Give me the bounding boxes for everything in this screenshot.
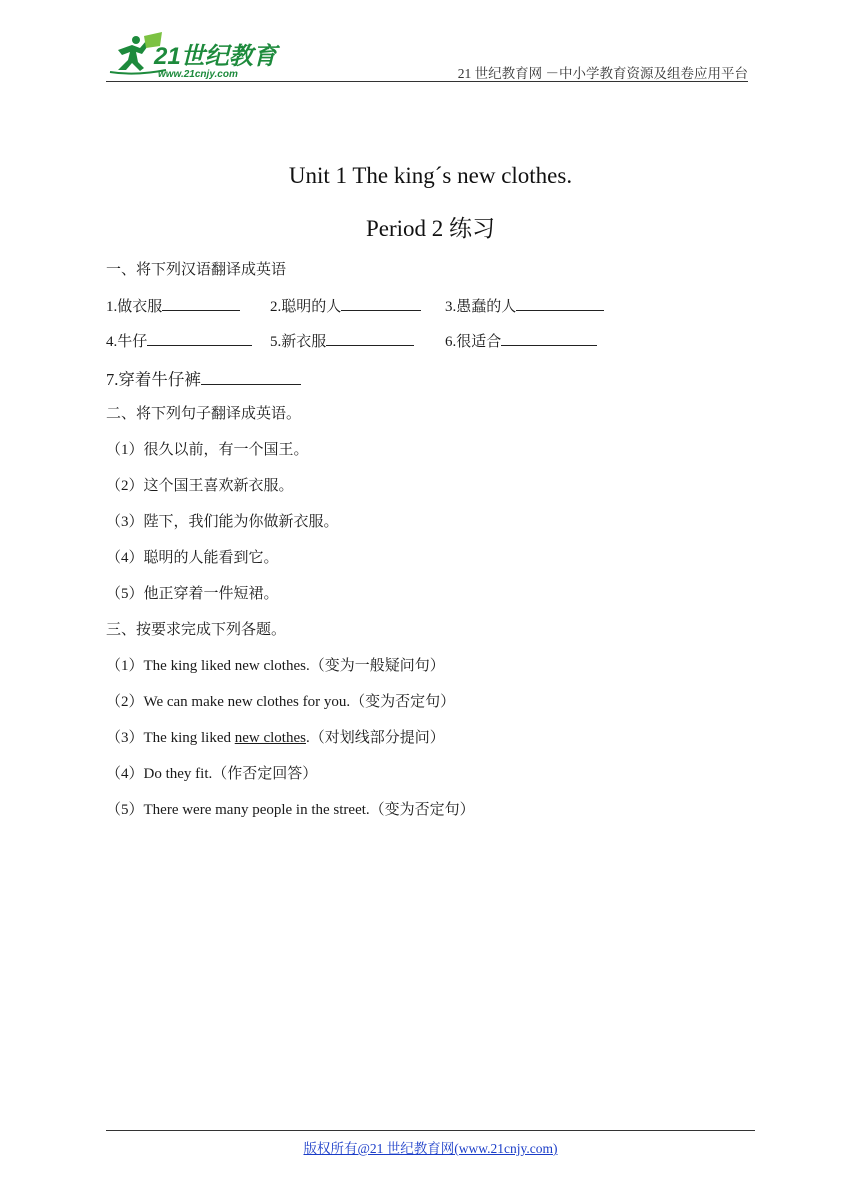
logo-text: 21世纪教育 bbox=[154, 43, 277, 70]
section3-heading: 三、按要求完成下列各题。 bbox=[106, 622, 287, 638]
vocab-item-4: 4.牛仔 bbox=[106, 330, 252, 351]
answer-blank[interactable] bbox=[326, 330, 414, 346]
vocab-item-1: 1.做衣服 bbox=[106, 295, 240, 316]
translate-item-5: （5）他正穿着一件短裙。 bbox=[106, 586, 279, 602]
logo-21cnjy bbox=[106, 32, 286, 80]
vocab-item-2: 2.聪明的人 bbox=[270, 295, 421, 316]
footer-copyright-link[interactable]: 版权所有@21 世纪教育网(www.21cnjy.com) bbox=[303, 1141, 558, 1156]
exercise-item-1: （1）The king liked new clothes.（变为一般疑问句） bbox=[106, 658, 445, 674]
vocab-item-5: 5.新衣服 bbox=[270, 330, 414, 351]
section1-heading: 一、将下列汉语翻译成英语 bbox=[106, 262, 287, 278]
page-header bbox=[106, 32, 748, 84]
translate-item-2: （2）这个国王喜欢新衣服。 bbox=[106, 478, 294, 494]
exercise-item-2: （2）We can make new clothes for you.（变为否定句） bbox=[106, 694, 456, 710]
answer-blank[interactable] bbox=[516, 295, 604, 311]
header-divider bbox=[106, 81, 748, 82]
translate-item-3: （3）陛下，我们能为你做新衣服。 bbox=[106, 514, 339, 530]
answer-blank[interactable] bbox=[147, 330, 252, 346]
exercise-item-4: （4）Do they fit.（作否定回答） bbox=[106, 766, 318, 782]
vocab-item-7: 7.穿着牛仔裤 bbox=[106, 366, 301, 390]
footer-divider bbox=[106, 1130, 755, 1131]
exercise-item-5: （5）There were many people in the street.（变为否定句） bbox=[106, 802, 475, 818]
answer-blank[interactable] bbox=[162, 295, 240, 311]
answer-blank[interactable] bbox=[201, 369, 301, 385]
vocab-row-2 bbox=[106, 330, 706, 350]
answer-blank[interactable] bbox=[341, 295, 421, 311]
vocab-item-6: 6.很适合 bbox=[445, 330, 597, 351]
answer-blank[interactable] bbox=[501, 330, 597, 346]
section2-heading: 二、将下列句子翻译成英语。 bbox=[106, 406, 302, 422]
vocab-item-3: 3.愚蠢的人 bbox=[445, 295, 604, 316]
translate-item-4: （4）聪明的人能看到它。 bbox=[106, 550, 279, 566]
exercise-item-3: （3）The king liked new clothes.（对划线部分提问） bbox=[106, 730, 445, 746]
underlined-phrase: new clothes bbox=[234, 730, 306, 746]
page-subtitle: Period 2 练习 bbox=[365, 216, 496, 241]
vocab-row-1 bbox=[106, 295, 706, 315]
site-tagline: 21 世纪教育网 －中小学教育资源及组卷应用平台 bbox=[457, 66, 748, 81]
translate-item-1: （1）很久以前，有一个国王。 bbox=[106, 442, 309, 458]
logo-url: www.21cnjy.com bbox=[158, 69, 238, 80]
page-title: Unit 1 The king´s new clothes. bbox=[288, 163, 573, 188]
